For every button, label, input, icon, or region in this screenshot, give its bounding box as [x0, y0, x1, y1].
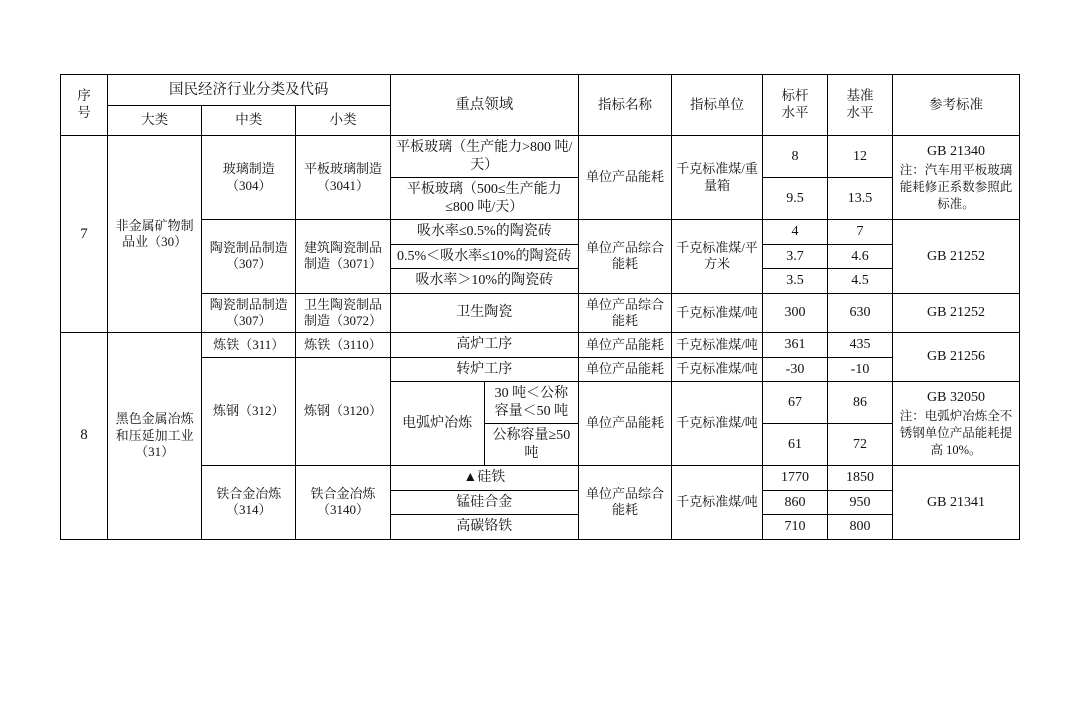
- cell-field: ▲硅铁: [390, 466, 578, 491]
- cell-benchmark: 4: [763, 220, 828, 245]
- reference-code: GB 21340: [927, 144, 985, 160]
- cell-indicator-unit: 千克标准煤/吨: [672, 333, 763, 358]
- cell-baseline: 13.5: [828, 178, 893, 220]
- cell-indicator-name: 单位产品综合能耗: [579, 466, 672, 540]
- header-benchmark: [763, 75, 828, 136]
- cell-baseline: 800: [828, 515, 893, 540]
- cell-field: 平板玻璃（生产能力>800 吨/天）: [390, 136, 578, 178]
- table-body: [61, 136, 1020, 540]
- header-indicator-name: 指标名称: [579, 75, 672, 136]
- header-industry-group: 国民经济行业分类及代码: [108, 75, 391, 106]
- header-seq-line2: 号: [77, 105, 91, 120]
- header-minor: 小类: [296, 106, 390, 136]
- cell-baseline: 72: [828, 424, 893, 466]
- header-seq-line1: 序: [77, 88, 91, 104]
- cell-subfield: 30 吨＜公称容量＜50 吨: [484, 382, 578, 424]
- cell-subfield: 公称容量≥50 吨: [484, 424, 578, 466]
- cell-reference: [893, 382, 1020, 466]
- header-medium: 中类: [202, 106, 296, 136]
- cell-field: 平板玻璃（500≤生产能力≤800 吨/天）: [390, 178, 578, 220]
- cell-baseline: 435: [828, 333, 893, 358]
- table-row: [61, 333, 1020, 358]
- cell-minor: 建筑陶瓷制品制造（3071）: [296, 220, 390, 294]
- header-benchmark-line2: 水平: [781, 105, 809, 120]
- cell-medium: 炼钢（312）: [202, 357, 296, 466]
- cell-seq: 7: [61, 136, 108, 333]
- cell-field: 高炉工序: [390, 333, 578, 358]
- cell-benchmark: 61: [763, 424, 828, 466]
- cell-baseline: 4.5: [828, 269, 893, 294]
- cell-benchmark: 3.5: [763, 269, 828, 294]
- cell-minor: 铁合金冶炼（3140）: [296, 466, 390, 540]
- cell-indicator-name: 单位产品综合能耗: [579, 293, 672, 333]
- cell-reference: GB 21252: [893, 293, 1020, 333]
- cell-indicator-name: 单位产品能耗: [579, 357, 672, 382]
- cell-baseline: 86: [828, 382, 893, 424]
- cell-field: 吸水率＞10%的陶瓷砖: [390, 269, 578, 294]
- cell-baseline: 630: [828, 293, 893, 333]
- cell-baseline: 12: [828, 136, 893, 178]
- cell-field: 0.5%＜吸水率≤10%的陶瓷砖: [390, 244, 578, 269]
- cell-indicator-name: 单位产品综合能耗: [579, 220, 672, 294]
- header-major: 大类: [108, 106, 202, 136]
- cell-minor: 炼铁（3110）: [296, 333, 390, 358]
- cell-reference: GB 21252: [893, 220, 1020, 294]
- header-baseline: [828, 75, 893, 136]
- cell-minor: 卫生陶瓷制品制造（3072）: [296, 293, 390, 333]
- header-baseline-line2: 水平: [846, 105, 874, 120]
- cell-field: 转炉工序: [390, 357, 578, 382]
- cell-medium: 炼铁（311）: [202, 333, 296, 358]
- table-head: [61, 75, 1020, 136]
- header-field: 重点领域: [390, 75, 578, 136]
- cell-major: 非金属矿物制品业（30）: [108, 136, 202, 333]
- cell-seq: 8: [61, 333, 108, 540]
- cell-indicator-unit: 千克标准煤/吨: [672, 293, 763, 333]
- cell-field: 卫生陶瓷: [390, 293, 578, 333]
- cell-medium: 陶瓷制品制造（307）: [202, 293, 296, 333]
- cell-indicator-name: 单位产品能耗: [579, 333, 672, 358]
- cell-benchmark: 710: [763, 515, 828, 540]
- cell-major: 黑色金属冶炼和压延加工业（31）: [108, 333, 202, 540]
- cell-baseline: 1850: [828, 466, 893, 491]
- cell-benchmark: 8: [763, 136, 828, 178]
- cell-baseline: 4.6: [828, 244, 893, 269]
- cell-indicator-unit: 千克标准煤/重量箱: [672, 136, 763, 220]
- cell-indicator-name: 单位产品能耗: [579, 382, 672, 466]
- cell-reference: GB 21341: [893, 466, 1020, 540]
- table-row: [61, 293, 1020, 333]
- table-row: [61, 466, 1020, 491]
- cell-medium: 陶瓷制品制造（307）: [202, 220, 296, 294]
- cell-baseline: 950: [828, 490, 893, 515]
- header-baseline-line1: 基准: [846, 88, 874, 104]
- header-seq: [61, 75, 108, 136]
- header-indicator-unit: 指标单位: [672, 75, 763, 136]
- cell-indicator-unit: 千克标准煤/吨: [672, 466, 763, 540]
- cell-field: 锰硅合金: [390, 490, 578, 515]
- cell-benchmark: 860: [763, 490, 828, 515]
- cell-benchmark: 9.5: [763, 178, 828, 220]
- cell-indicator-unit: 千克标准煤/吨: [672, 382, 763, 466]
- cell-medium: 铁合金冶炼（314）: [202, 466, 296, 540]
- cell-benchmark: 67: [763, 382, 828, 424]
- cell-benchmark: 3.7: [763, 244, 828, 269]
- header-reference: 参考标准: [893, 75, 1020, 136]
- cell-indicator-name: 单位产品能耗: [579, 136, 672, 220]
- cell-field: 电弧炉冶炼: [390, 382, 484, 466]
- cell-baseline: -10: [828, 357, 893, 382]
- cell-minor: 平板玻璃制造（3041）: [296, 136, 390, 220]
- reference-code: GB 32050: [927, 390, 985, 406]
- cell-baseline: 7: [828, 220, 893, 245]
- table-row: [61, 220, 1020, 245]
- cell-benchmark: 1770: [763, 466, 828, 491]
- cell-indicator-unit: 千克标准煤/平方米: [672, 220, 763, 294]
- cell-minor: 炼钢（3120）: [296, 357, 390, 466]
- cell-benchmark: -30: [763, 357, 828, 382]
- energy-efficiency-table: [60, 74, 1020, 540]
- cell-reference: [893, 136, 1020, 220]
- cell-field: 高碳铬铁: [390, 515, 578, 540]
- header-benchmark-line1: 标杆: [781, 88, 809, 104]
- table-row: [61, 357, 1020, 382]
- cell-field: 吸水率≤0.5%的陶瓷砖: [390, 220, 578, 245]
- cell-benchmark: 361: [763, 333, 828, 358]
- cell-reference: GB 21256: [893, 333, 1020, 382]
- cell-indicator-unit: 千克标准煤/吨: [672, 357, 763, 382]
- reference-note: 注：电弧炉冶炼全不锈钢单位产品能耗提高 10%。: [899, 408, 1013, 457]
- cell-medium: 玻璃制造（304）: [202, 136, 296, 220]
- cell-benchmark: 300: [763, 293, 828, 333]
- table-row: [61, 136, 1020, 178]
- reference-note: 注：汽车用平板玻璃能耗修正系数参照此标准。: [899, 162, 1013, 211]
- table-header-row-1: [61, 75, 1020, 106]
